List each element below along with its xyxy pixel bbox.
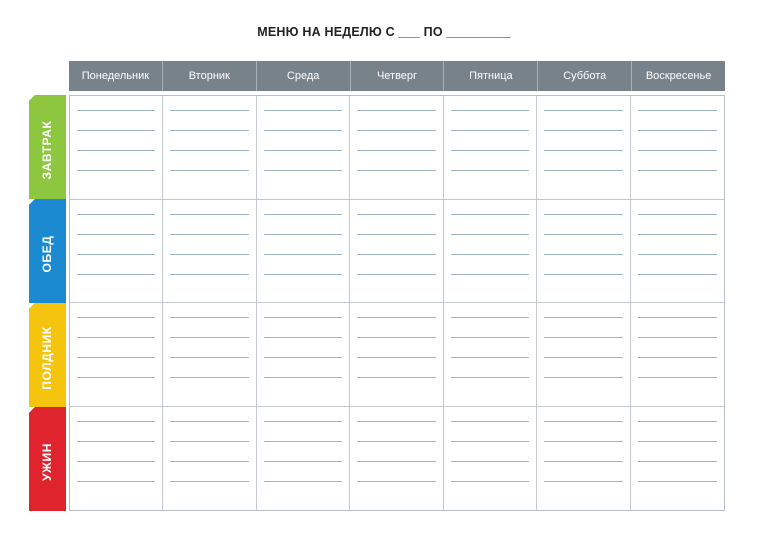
- writing-line: [451, 110, 529, 111]
- day-header-tuesday: Вторник: [162, 61, 256, 91]
- menu-cell[interactable]: [537, 96, 630, 200]
- writing-line: [264, 421, 342, 422]
- menu-cell[interactable]: [350, 96, 443, 200]
- writing-line: [357, 130, 435, 131]
- meal-tab-lunch: [29, 199, 66, 303]
- meal-tab-top-edge: [29, 95, 66, 101]
- writing-line: [451, 357, 529, 358]
- writing-line: [77, 170, 155, 171]
- meal-tab-top-edge: [29, 407, 66, 413]
- writing-line: [638, 421, 717, 422]
- writing-line: [544, 130, 622, 131]
- writing-line: [544, 377, 622, 378]
- menu-cell[interactable]: [70, 96, 163, 200]
- day-header-monday: Понедельник: [81, 70, 150, 82]
- writing-line: [170, 481, 248, 482]
- menu-cell[interactable]: [257, 200, 350, 304]
- writing-line: [357, 441, 435, 442]
- writing-line: [77, 110, 155, 111]
- writing-line: [77, 441, 155, 442]
- menu-cell[interactable]: [444, 200, 537, 304]
- writing-line: [264, 337, 342, 338]
- writing-line: [77, 461, 155, 462]
- menu-cell[interactable]: [70, 303, 163, 407]
- writing-line: [544, 170, 622, 171]
- writing-line: [357, 274, 435, 275]
- menu-cell[interactable]: [350, 303, 443, 407]
- menu-cell[interactable]: [163, 407, 256, 511]
- writing-line: [451, 481, 529, 482]
- meal-tab-snack: [29, 303, 66, 407]
- writing-line: [638, 337, 717, 338]
- writing-line: [77, 150, 155, 151]
- writing-line: [264, 110, 342, 111]
- writing-line: [544, 441, 622, 442]
- writing-line: [357, 481, 435, 482]
- meal-tabs: [29, 95, 66, 511]
- writing-line: [170, 441, 248, 442]
- writing-line: [264, 377, 342, 378]
- writing-line: [357, 421, 435, 422]
- writing-line: [451, 421, 529, 422]
- writing-line: [451, 130, 529, 131]
- writing-line: [638, 234, 717, 235]
- day-header-thursday: Четверг: [350, 61, 444, 91]
- meal-label-breakfast: ЗАВТРАК: [40, 120, 54, 180]
- menu-cell[interactable]: [257, 407, 350, 511]
- writing-line: [638, 254, 717, 255]
- writing-line: [544, 254, 622, 255]
- writing-line: [638, 441, 717, 442]
- writing-line: [357, 317, 435, 318]
- writing-line: [638, 130, 717, 131]
- writing-line: [264, 441, 342, 442]
- writing-line: [357, 337, 435, 338]
- writing-line: [544, 357, 622, 358]
- meal-tab-breakfast: [29, 95, 66, 199]
- writing-line: [264, 461, 342, 462]
- writing-line: [638, 461, 717, 462]
- writing-line: [77, 357, 155, 358]
- writing-line: [77, 130, 155, 131]
- menu-cell[interactable]: [70, 200, 163, 304]
- writing-line: [638, 481, 717, 482]
- writing-line: [170, 461, 248, 462]
- writing-line: [77, 214, 155, 215]
- writing-line: [638, 317, 717, 318]
- writing-line: [264, 254, 342, 255]
- writing-line: [544, 421, 622, 422]
- writing-line: [357, 214, 435, 215]
- menu-cell[interactable]: [257, 96, 350, 200]
- writing-line: [264, 481, 342, 482]
- menu-cell[interactable]: [537, 200, 630, 304]
- writing-line: [357, 170, 435, 171]
- menu-cell[interactable]: [631, 303, 724, 407]
- writing-line: [638, 274, 717, 275]
- writing-line: [638, 170, 717, 171]
- writing-line: [544, 337, 622, 338]
- writing-line: [77, 377, 155, 378]
- meal-tab-dinner: [29, 407, 66, 511]
- writing-line: [170, 130, 248, 131]
- writing-line: [264, 317, 342, 318]
- writing-line: [638, 357, 717, 358]
- writing-line: [170, 110, 248, 111]
- menu-cell[interactable]: [444, 96, 537, 200]
- writing-line: [638, 150, 717, 151]
- menu-cell[interactable]: [537, 407, 630, 511]
- writing-line: [544, 461, 622, 462]
- meal-label-snack: ПОЛДНИК: [40, 326, 54, 390]
- writing-line: [170, 170, 248, 171]
- writing-line: [264, 357, 342, 358]
- writing-line: [77, 234, 155, 235]
- writing-line: [544, 214, 622, 215]
- menu-cell[interactable]: [631, 96, 724, 200]
- writing-line: [170, 377, 248, 378]
- writing-line: [544, 110, 622, 111]
- writing-line: [170, 150, 248, 151]
- writing-line: [638, 110, 717, 111]
- writing-line: [544, 317, 622, 318]
- writing-line: [77, 254, 155, 255]
- writing-line: [451, 461, 529, 462]
- menu-cell[interactable]: [163, 200, 256, 304]
- writing-line: [544, 150, 622, 151]
- writing-line: [638, 214, 717, 215]
- day-header-saturday: Суббота: [537, 61, 631, 91]
- menu-cell[interactable]: [163, 96, 256, 200]
- day-header-friday: Пятница: [443, 61, 537, 91]
- writing-line: [170, 254, 248, 255]
- writing-line: [451, 337, 529, 338]
- writing-line: [357, 254, 435, 255]
- writing-line: [77, 317, 155, 318]
- writing-line: [77, 481, 155, 482]
- writing-line: [451, 441, 529, 442]
- writing-line: [451, 234, 529, 235]
- writing-line: [544, 274, 622, 275]
- day-header-wednesday: Среда: [256, 61, 350, 91]
- writing-line: [638, 377, 717, 378]
- writing-line: [264, 234, 342, 235]
- menu-cell[interactable]: [444, 303, 537, 407]
- menu-cell[interactable]: [631, 407, 724, 511]
- writing-line: [264, 274, 342, 275]
- writing-line: [170, 337, 248, 338]
- day-header-sunday: Воскресенье: [631, 61, 725, 91]
- writing-line: [77, 421, 155, 422]
- writing-line: [170, 317, 248, 318]
- writing-line: [357, 461, 435, 462]
- menu-grid: [69, 95, 725, 511]
- writing-line: [357, 110, 435, 111]
- writing-line: [451, 214, 529, 215]
- writing-line: [451, 254, 529, 255]
- writing-line: [264, 170, 342, 171]
- writing-line: [451, 377, 529, 378]
- writing-line: [170, 421, 248, 422]
- days-header: [69, 61, 725, 91]
- writing-line: [170, 214, 248, 215]
- meal-label-dinner: УЖИН: [40, 442, 54, 482]
- meal-label-lunch: ОБЕД: [40, 235, 54, 273]
- writing-line: [357, 377, 435, 378]
- writing-line: [264, 214, 342, 215]
- writing-line: [451, 274, 529, 275]
- writing-line: [451, 150, 529, 151]
- menu-cell[interactable]: [70, 407, 163, 511]
- menu-cell[interactable]: [631, 200, 724, 304]
- writing-line: [264, 150, 342, 151]
- menu-cell[interactable]: [537, 303, 630, 407]
- writing-line: [357, 234, 435, 235]
- writing-line: [451, 317, 529, 318]
- writing-line: [544, 481, 622, 482]
- menu-cell[interactable]: [350, 407, 443, 511]
- writing-line: [357, 150, 435, 151]
- menu-cell[interactable]: [444, 407, 537, 511]
- writing-line: [264, 130, 342, 131]
- writing-line: [170, 274, 248, 275]
- meal-tab-top-edge: [29, 303, 66, 309]
- writing-line: [77, 337, 155, 338]
- page-title: МЕНЮ НА НЕДЕЛЮ С ___ ПО _________: [257, 25, 511, 39]
- writing-line: [170, 234, 248, 235]
- writing-line: [544, 234, 622, 235]
- writing-line: [170, 357, 248, 358]
- menu-cell[interactable]: [350, 200, 443, 304]
- menu-cell[interactable]: [163, 303, 256, 407]
- writing-line: [357, 357, 435, 358]
- writing-line: [451, 170, 529, 171]
- writing-line: [77, 274, 155, 275]
- menu-cell[interactable]: [257, 303, 350, 407]
- meal-tab-top-edge: [29, 199, 66, 205]
